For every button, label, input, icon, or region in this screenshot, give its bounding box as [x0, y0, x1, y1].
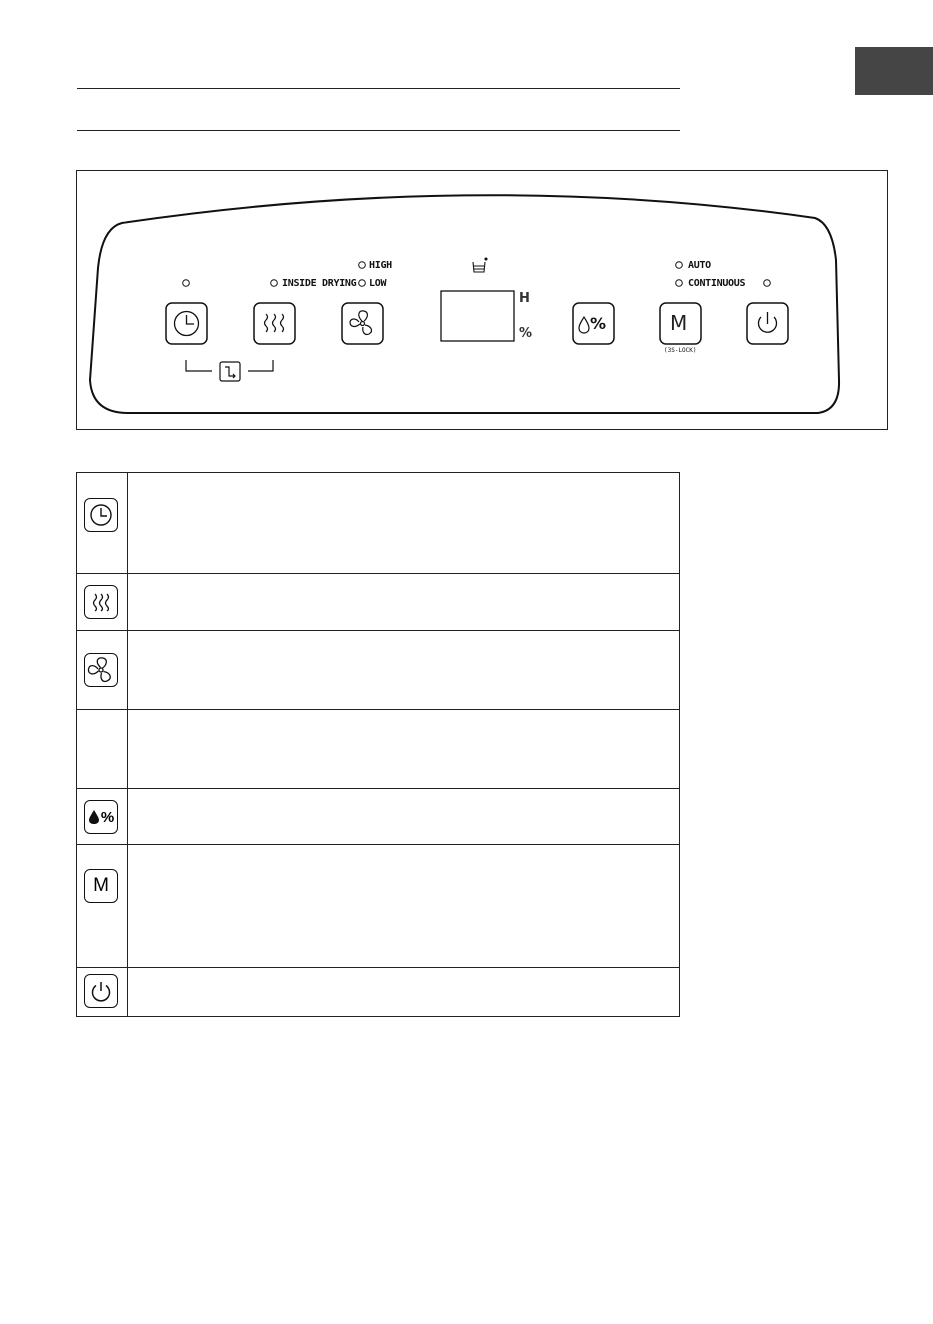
timer-button [166, 303, 207, 344]
low-label: LOW [369, 278, 387, 289]
row-text [128, 473, 679, 574]
display-unit-hours: H [519, 291, 530, 306]
row-text [128, 845, 679, 967]
mode-button-label: M [670, 311, 687, 335]
auto-led [676, 262, 683, 269]
mode-button-sublabel: (3S-LOCK) [664, 347, 697, 354]
heat-waves-icon [84, 585, 118, 619]
power-led [764, 280, 771, 287]
row-text [128, 574, 679, 630]
table-row [77, 710, 679, 788]
continuous-led [676, 280, 683, 287]
table-row [77, 968, 679, 1017]
fan-icon [84, 653, 118, 687]
combo-bracket [186, 360, 273, 381]
clock-icon [84, 498, 118, 532]
row-text [128, 968, 679, 1017]
continuous-label: CONTINUOUS [688, 278, 746, 289]
high-label: HIGH [369, 260, 392, 271]
power-button [747, 303, 788, 344]
inside-drying-led [271, 280, 278, 287]
inside-drying-label: INSIDE DRYING [282, 278, 357, 289]
table-row [77, 789, 679, 845]
high-led [359, 262, 366, 269]
row-text [128, 710, 679, 788]
display-unit-percent: % [519, 326, 532, 341]
table-row [77, 631, 679, 709]
timer-led [183, 280, 190, 287]
table-row [77, 845, 679, 967]
power-icon [84, 974, 118, 1008]
low-led [359, 280, 366, 287]
row-text [128, 789, 679, 845]
inside-drying-button [254, 303, 295, 344]
mode-m-icon: M [84, 869, 118, 903]
auto-label: AUTO [688, 260, 711, 271]
tank-full-icon [473, 258, 487, 272]
humidity-button-label: % [590, 314, 606, 333]
droplet-percent-icon: % [84, 800, 118, 834]
control-panel-drawing [0, 0, 933, 440]
row-text [128, 631, 679, 709]
button-description-table [76, 472, 680, 1017]
table-row [77, 473, 679, 574]
fan-speed-button [342, 303, 383, 344]
table-row [77, 574, 679, 630]
display-window [441, 291, 514, 341]
